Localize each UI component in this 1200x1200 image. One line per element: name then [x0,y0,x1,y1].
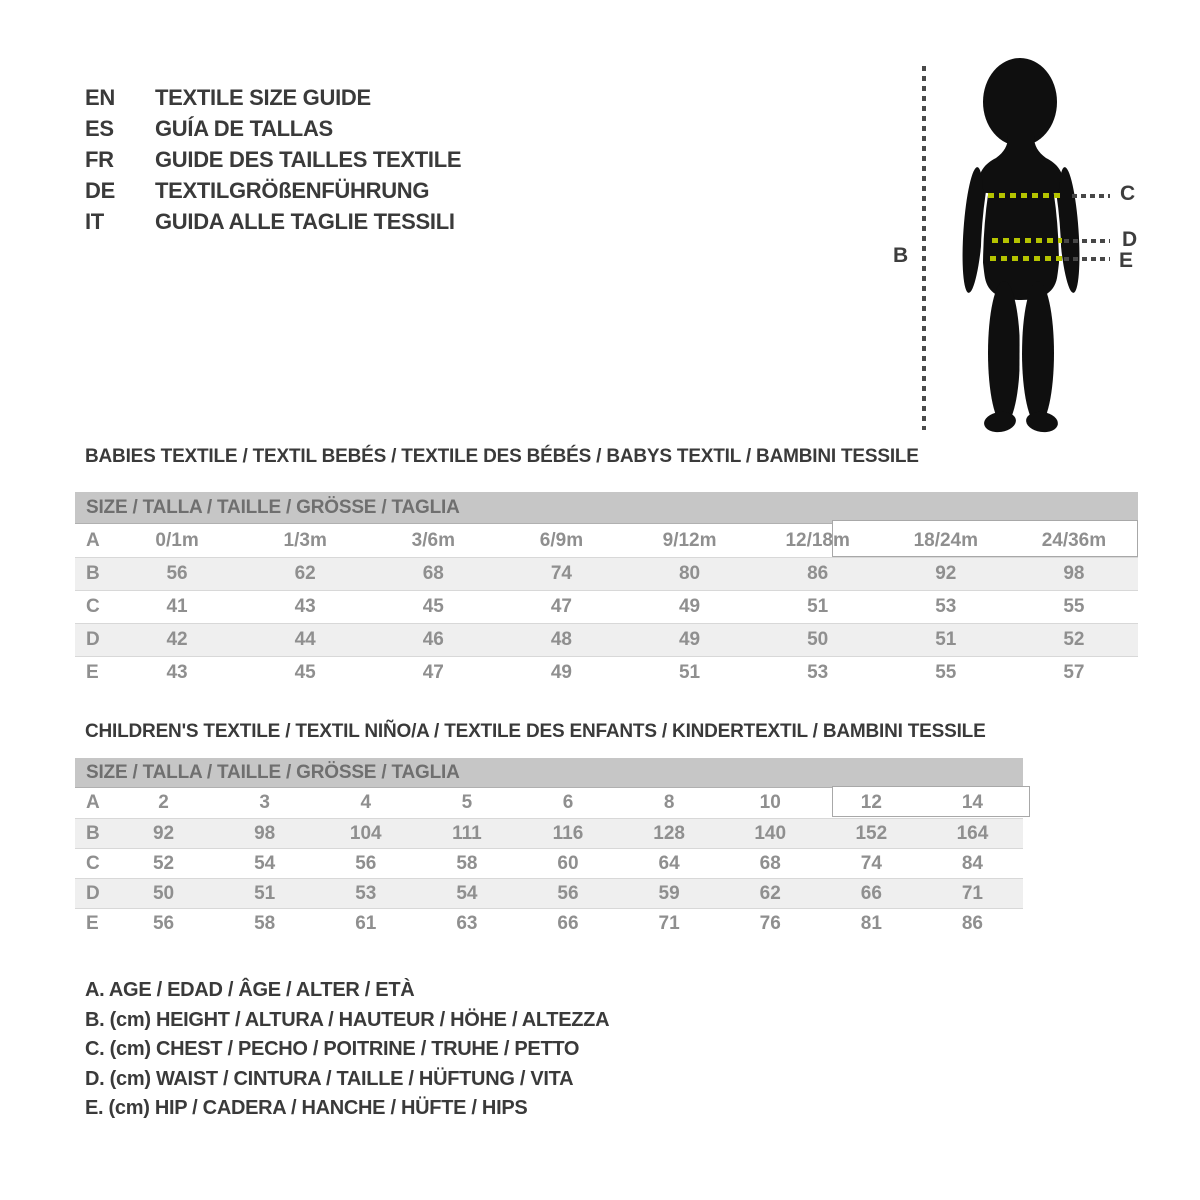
language-row [85,144,461,175]
size-cell: 66 [860,882,882,904]
size-cell: 80 [678,563,701,584]
size-cell: 54 [254,852,276,874]
legend-line-chest: C. (cm) CHEST / PECHO / POITRINE / TRUHE / PETTO [85,1038,580,1061]
size-cell: 4 [360,792,372,813]
row-label: A [86,529,100,551]
children-table-header: SIZE / TALLA / TAILLE / GRÖSSE / TAGLIA [75,758,1023,788]
size-cell: 86 [807,563,829,584]
row-label: E [86,912,99,934]
size-cell: 49 [678,629,701,650]
size-cell: 63 [456,912,478,934]
legend-line-waist: D. (cm) WAIST / CINTURA / TAILLE / HÜFTUNG / VITA [85,1067,574,1090]
size-cell: 128 [653,822,685,844]
children-size-table [75,758,1023,938]
size-cell: 55 [1063,596,1085,617]
measurement-figure [860,40,1200,460]
size-cell: 58 [254,912,276,934]
size-cell: 45 [294,662,316,683]
size-cell: 3 [259,792,270,813]
row-label: C [86,852,100,874]
language-code: FR [85,146,114,172]
size-cell: 51 [807,596,829,617]
size-cell: 51 [935,629,957,650]
size-cell: 116 [552,822,584,844]
size-cell: 6/9m [539,529,584,551]
row-label: D [86,629,100,650]
language-code: ES [85,115,114,141]
size-cell: 104 [349,822,382,844]
size-cell: 1/3m [283,529,327,551]
size-cell: 12/18m [785,529,850,551]
size-cell: 50 [807,629,829,650]
waist-measure-line [992,238,1062,243]
row-label: D [86,882,100,904]
size-cell: 68 [759,852,781,874]
size-cell: 14 [961,792,983,813]
size-cell: 49 [550,662,572,683]
size-cell: 2 [158,792,169,813]
table-row-b [75,557,1138,590]
legend-line-height: B. (cm) HEIGHT / ALTURA / HAUTEUR / HÖHE / ALTEZZA [85,1008,610,1031]
legend-line-hip: E. (cm) HIP / CADERA / HANCHE / HÜFTE / HIPS [85,1097,528,1120]
size-cell: 68 [422,563,444,584]
size-cell: 61 [355,912,377,934]
size-cell: 62 [294,563,316,584]
size-cell: 55 [935,662,957,683]
size-cell: 0/1m [155,529,199,551]
size-cell: 164 [956,822,989,844]
size-cell: 50 [152,882,175,904]
size-cell: 66 [557,912,579,934]
size-cell: 92 [935,563,957,584]
size-cell: 54 [456,882,478,904]
language-row [85,175,461,206]
size-cell: 71 [961,882,983,904]
size-cell: 52 [152,852,175,874]
chest-label: C [1120,182,1136,205]
language-row [85,82,461,113]
chest-measure-line [988,193,1064,198]
children-table-body [75,788,1023,938]
size-cell: 76 [759,912,781,934]
size-cell: 9/12m [662,529,717,551]
language-code: DE [85,177,115,203]
size-cell: 45 [422,596,444,617]
size-cell: 81 [860,912,882,934]
legend-line-age: A. AGE / EDAD / ÂGE / ALTER / ETÀ [85,979,415,1002]
size-cell: 46 [422,629,444,650]
row-label: B [86,822,100,844]
table-row-d [75,878,1023,908]
size-cell: 53 [935,596,957,617]
size-cell: 41 [166,596,188,617]
table-row-b [75,818,1023,848]
table-row-e [75,656,1138,689]
children-section-title: CHILDREN'S TEXTILE / TEXTIL NIÑO/A / TEXTILE DES ENFANTS / KINDERTEXTIL / BAMBINI TESSILE [85,721,986,742]
size-cell: 52 [1063,629,1085,650]
size-cell: 47 [550,596,572,617]
size-cell: 3/6m [411,529,455,551]
hip-label: E [1119,249,1134,272]
size-cell: 47 [422,662,444,683]
waist-label: D [1122,228,1138,251]
language-row [85,113,461,144]
row-label: A [86,792,100,813]
size-cell: 53 [807,662,829,683]
size-cell: 152 [855,822,888,844]
language-title: GUÍA DE TALLAS [155,115,333,141]
chest-leader-line [1072,194,1110,198]
size-cell: 53 [355,882,377,904]
size-cell: 43 [166,662,188,683]
babies-section-title: BABIES TEXTILE / TEXTIL BEBÉS / TEXTILE DES BÉBÉS / BABYS TEXTIL / BAMBINI TESSILE [85,446,919,467]
table-row-c [75,848,1023,878]
hip-leader-line [1064,257,1110,261]
size-cell: 111 [452,822,482,844]
table-row-a [75,788,1023,818]
hip-measure-line [990,256,1062,261]
size-cell: 51 [254,882,276,904]
size-cell: 62 [759,882,781,904]
row-label: B [86,563,100,584]
language-header [85,82,461,237]
size-cell: 5 [461,792,473,813]
language-title: TEXTILGRÖßENFÜHRUNG [155,177,430,203]
waist-leader-line [1064,239,1110,243]
table-row-d [75,623,1138,656]
language-code: IT [85,208,104,234]
size-cell: 56 [166,563,188,584]
babies-table-body [75,524,1138,689]
size-cell: 43 [294,596,316,617]
language-title: GUIDE DES TAILLES TEXTILE [155,146,462,172]
size-cell: 10 [759,792,781,813]
size-cell: 8 [663,792,675,813]
size-cell: 98 [1063,563,1085,584]
size-cell: 18/24m [913,529,979,551]
size-cell: 48 [550,629,572,650]
size-cell: 58 [456,852,478,874]
table-row-e [75,908,1023,938]
row-label: C [86,596,100,617]
size-cell: 57 [1063,662,1085,683]
size-cell: 98 [254,822,276,844]
language-row [85,206,461,237]
size-cell: 86 [961,912,983,934]
language-title: TEXTILE SIZE GUIDE [155,84,371,110]
size-cell: 24/36m [1041,529,1107,551]
size-cell: 56 [152,912,175,934]
size-cell: 74 [860,852,882,874]
language-title: GUIDA ALLE TAGLIE TESSILI [155,208,455,234]
size-cell: 92 [152,822,175,844]
size-cell: 84 [961,852,983,874]
size-cell: 71 [658,912,680,934]
size-cell: 44 [294,629,316,650]
row-label: E [86,662,99,683]
size-cell: 12 [860,792,882,813]
size-cell: 51 [678,662,701,683]
size-cell: 140 [754,822,787,844]
height-measure-line [922,66,926,430]
babies-table-header: SIZE / TALLA / TAILLE / GRÖSSE / TAGLIA [75,492,1138,524]
size-cell: 64 [658,852,680,874]
size-cell: 74 [550,563,572,584]
size-cell: 59 [658,882,680,904]
size-cell: 60 [557,852,579,874]
child-silhouette-icon [960,58,1082,435]
size-cell: 42 [166,629,188,650]
measurement-legend [85,976,609,1124]
size-cell: 56 [557,882,579,904]
size-cell: 49 [678,596,701,617]
height-label: B [893,244,909,267]
language-code: EN [85,84,115,110]
table-row-c [75,590,1138,623]
size-cell: 56 [355,852,377,874]
size-cell: 6 [562,792,574,813]
